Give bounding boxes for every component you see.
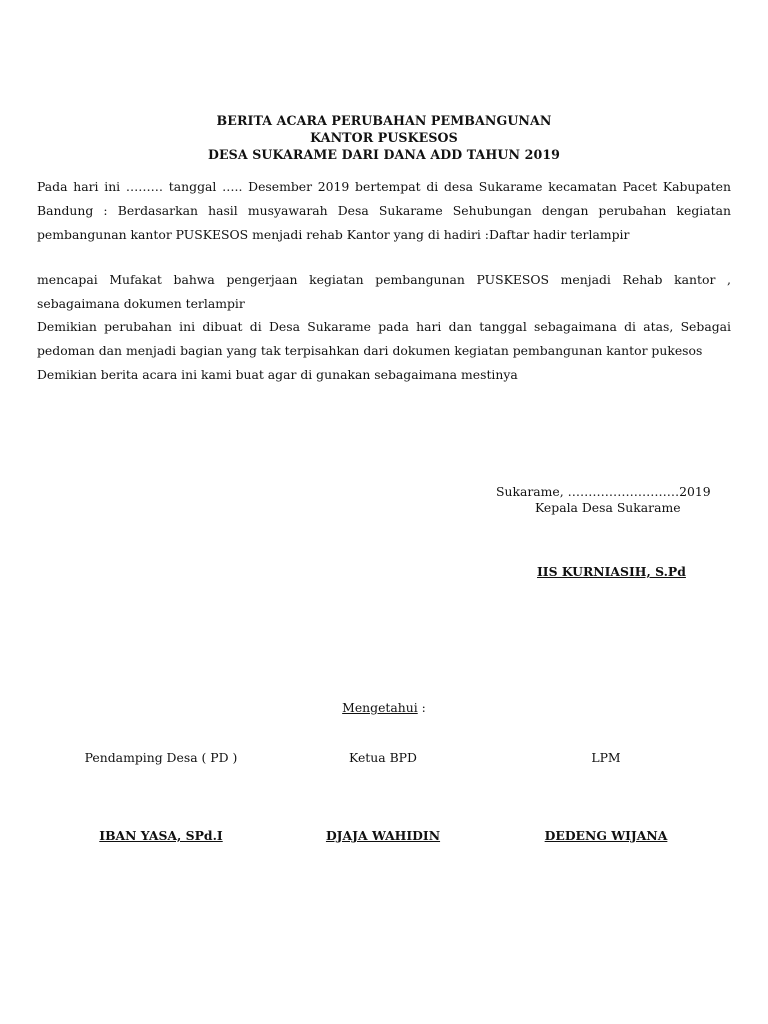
signer-name-pd: IBAN YASA, SPd.I bbox=[99, 828, 223, 843]
signature-role: Kepala Desa Sukarame bbox=[535, 500, 681, 515]
title-line-1: BERITA ACARA PERUBAHAN PEMBANGUNAN bbox=[216, 113, 552, 128]
body-paragraph-1: Pada hari ini ……… tanggal ….. Desember 2019 bertempat di desa Sukarame kecamatan Pacet Kabupaten Bandung : Berdasarkan hasil musyawarah Desa Sukarame Sehubungan dengan perubahan kegiatan pembangunan kantor PUSKESOS menjadi rehab Kantor yang di hadiri :Daftar hadir terlampir bbox=[37, 179, 731, 242]
acknowledge-heading bbox=[0, 700, 768, 715]
signer-name-lpm: DEDENG WIJANA bbox=[544, 828, 668, 843]
body-paragraph-4: Demikian berita acara ini kami buat agar di gunakan sebagaimana mestinya bbox=[37, 367, 518, 382]
signer-name-bpd: DJAJA WAHIDIN bbox=[325, 828, 441, 843]
title-line-3: DESA SUKARAME DARI DANA ADD TAHUN 2019 bbox=[207, 147, 561, 162]
signature-name: IIS KURNIASIH, S.Pd bbox=[537, 564, 686, 579]
acknowledge-suffix: : bbox=[417, 700, 426, 715]
signer-role-pd: Pendamping Desa ( PD ) bbox=[84, 750, 238, 765]
body-paragraph-3: Demikian perubahan ini dibuat di Desa Sukarame pada hari dan tanggal sebagaimana di atas, Sebagai pedoman dan menjadi bagian yang tak terpisahkan dari dokumen kegiatan pembangunan kantor pukesos bbox=[37, 319, 731, 358]
signature-place-date: Sukarame, ………………………2019 bbox=[496, 484, 711, 499]
signer-role-bpd: Ketua BPD bbox=[349, 750, 417, 765]
acknowledge-label: Mengetahui bbox=[342, 700, 418, 715]
document-title bbox=[0, 112, 768, 163]
body-paragraph-2: mencapai Mufakat bahwa pengerjaan kegiatan pembangunan PUSKESOS menjadi Rehab kantor , sebagaimana dokumen terlampir bbox=[37, 272, 731, 311]
title-line-2: KANTOR PUSKESOS bbox=[310, 130, 458, 145]
signer-role-lpm: LPM bbox=[591, 750, 621, 765]
